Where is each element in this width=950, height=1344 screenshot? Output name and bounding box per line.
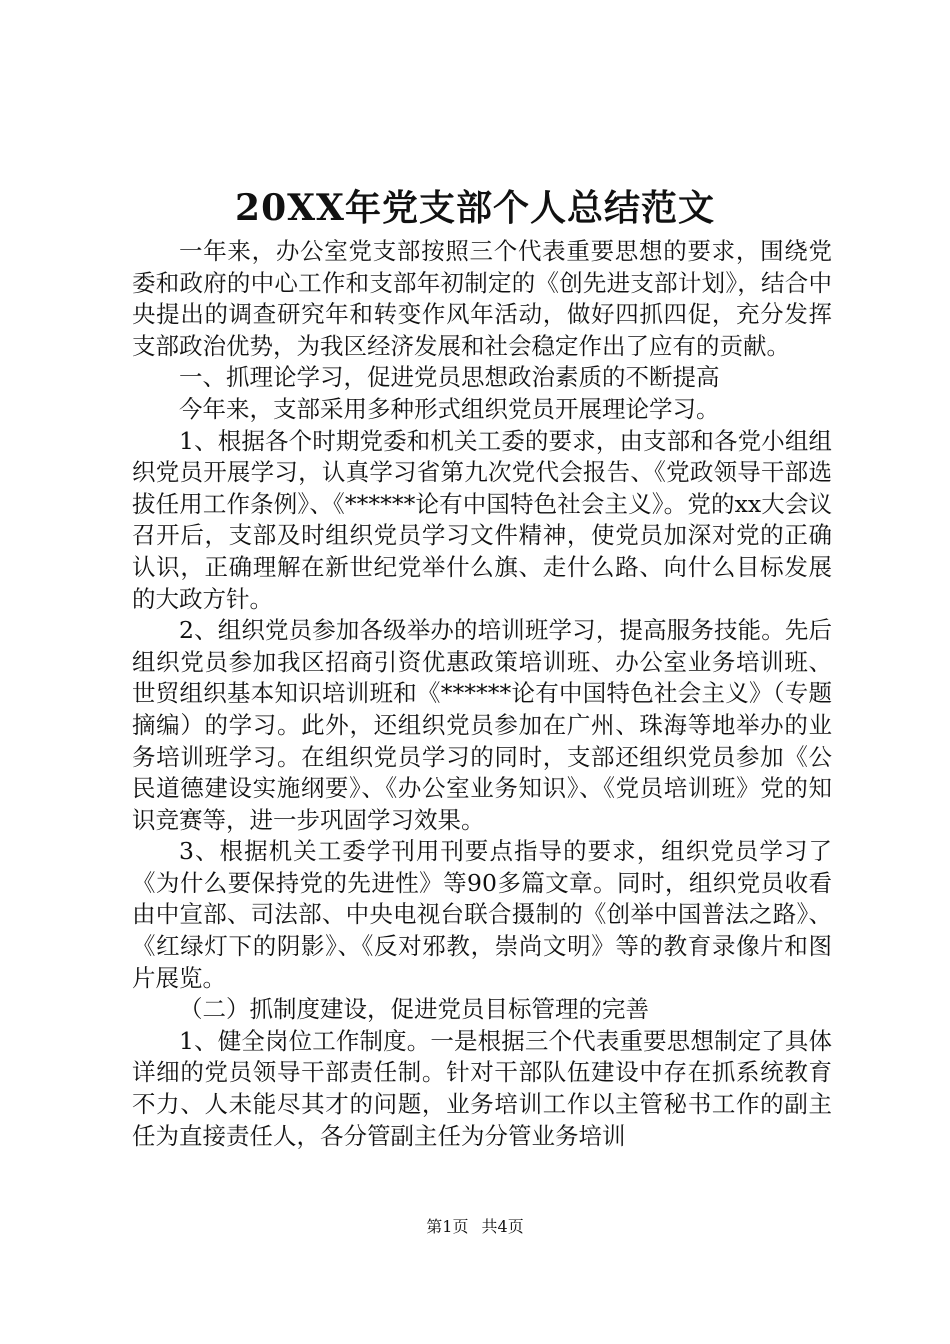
page-footer: [0, 1216, 950, 1238]
paragraph-intro: 一年来，办公室党支部按照三个代表重要思想的要求，围绕党委和政府的中心工作和支部年初制定的《创先进支部计划》，结合中央提出的调查研究年和转变作风年活动，做好四抓四促，充分发挥支部政治优势，为我区经济发展和社会稳定作出了应有的贡献。: [132, 237, 832, 360]
section-heading-2: （二）抓制度建设，促进党员目标管理的完善: [179, 995, 649, 1024]
document-title: 20XX年党支部个人总结范文: [235, 187, 715, 229]
paragraph-item-3: 3、根据机关工委学刊用刊要点指导的要求，组织党员学习了《为什么要保持党的先进性》等90多篇文章。同时，组织党员收看由中宣部、司法部、中央电视台联合摄制的《创举中国普法之路》、《红绿灯下的阴影》、《反对邪教，崇尚文明》等的教育录像片和图片展览。: [132, 837, 832, 992]
page-total: 共4页: [481, 1217, 524, 1236]
section-heading-1: 一、抓理论学习，促进党员思想政治素质的不断提高: [179, 363, 720, 392]
paragraph-section-1-intro: 今年来，支部采用多种形式组织党员开展理论学习。: [179, 394, 720, 423]
paragraph-item-1: 1、根据各个时期党委和机关工委的要求，由支部和各党小组组织党员开展学习，认真学习省第九次党代会报告、《党政领导干部选拔任用工作条例》、《******论有中国特色社会主义》。党的xx大会议召开后，支部及时组织党员学习文件精神，使党员加深对党的正确认识，正确理解在新世纪党举什么旗、走什么路、向什么目标发展的大政方针。: [132, 426, 832, 613]
paragraph-section-2-item-1: 1、健全岗位工作制度。一是根据三个代表重要思想制定了具体详细的党员领导干部责任制。针对干部队伍建设中存在抓系统教育不力、人未能尽其才的问题，业务培训工作以主管秘书工作的副主任为直接责任人，各分管副主任为分管业务培训: [132, 1026, 832, 1150]
document-body: [132, 236, 832, 1152]
paragraph-item-2: 2、组织党员参加各级举办的培训班学习，提高服务技能。先后组织党员参加我区招商引资优惠政策培训班、办公室业务培训班、世贸组织基本知识培训班和《******论有中国特色社会主义》（专题摘编）的学习。此外，还组织党员参加在广州、珠海等地举办的业务培训班学习。在组织党员学习的同时，支部还组织党员参加《公民道德建设实施纲要》、《办公室业务知识》、《党员培训班》党的知识竞赛等，进一步巩固学习效果。: [132, 616, 832, 834]
page-number: 第1页: [426, 1217, 469, 1236]
